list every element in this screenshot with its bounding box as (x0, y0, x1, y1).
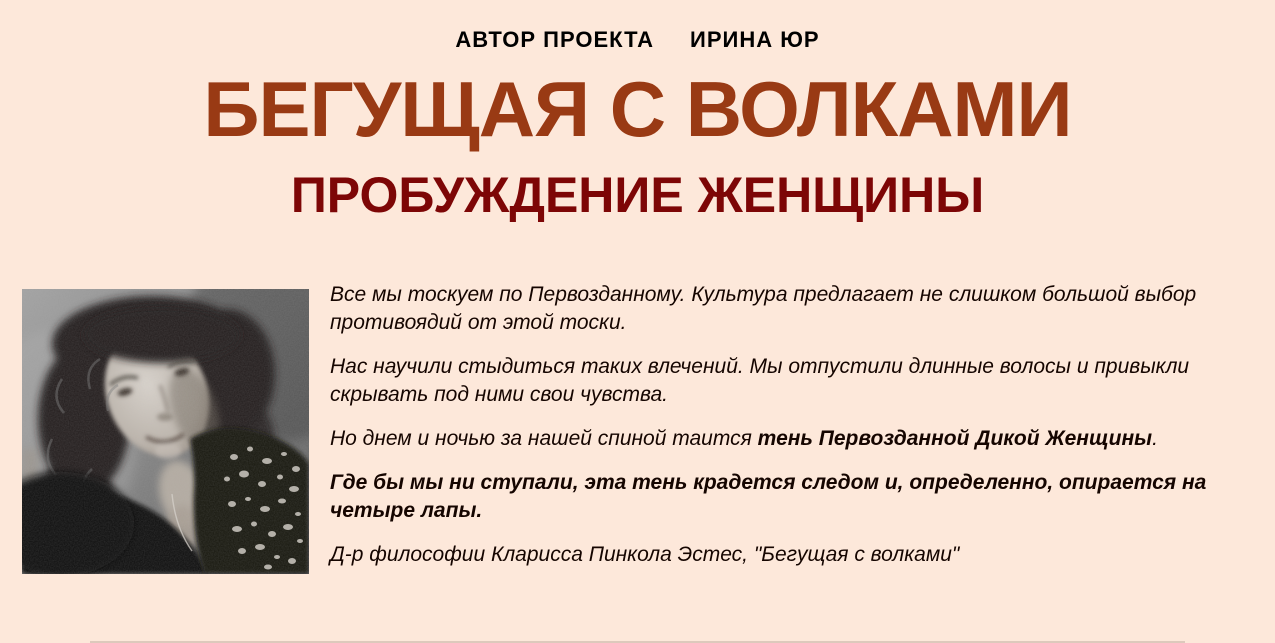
paragraph-text-segment: Но днем и ночью за нашей спиной таится (330, 427, 758, 450)
paragraph-5-attribution (330, 541, 1230, 569)
paragraph-text-segment: Нас научили стыдиться таких влечений. Мы отпустили длинные волосы и привыкли скрывать под ними свои чувства. (330, 355, 1190, 406)
paragraph-bold-segment: Где бы мы ни ступали, эта тень крадется следом и, определенно, опирается на четыре лапы. (330, 471, 1207, 522)
page-title: БЕГУЩАЯ С ВОЛКАМИ (203, 65, 1072, 153)
quote-text (330, 281, 1230, 585)
portrait-photo-image (22, 289, 309, 574)
paragraph-1 (330, 281, 1230, 337)
paragraph-4 (330, 469, 1230, 525)
author-line (0, 27, 1275, 53)
portrait-photo (22, 289, 309, 574)
author-label: АВТОР ПРОЕКТА (455, 27, 655, 52)
paragraph-text-segment: Д-р философии Кларисса Пинкола Эстес, "Бегущая с волками" (330, 543, 960, 566)
paragraph-2 (330, 353, 1230, 409)
author-name: ИРИНА ЮР (690, 27, 820, 52)
paragraph-text-segment: . (1152, 427, 1158, 450)
paragraph-3 (330, 425, 1230, 453)
page-subtitle: ПРОБУЖДЕНИЕ ЖЕНЩИНЫ (290, 167, 985, 223)
paragraph-text-segment: Все мы тоскуем по Первозданному. Культура предлагает не слишком большой выбор противоядий от этой тоски. (330, 283, 1197, 334)
paragraph-bold-segment: тень Первозданной Дикой Женщины (757, 427, 1153, 450)
